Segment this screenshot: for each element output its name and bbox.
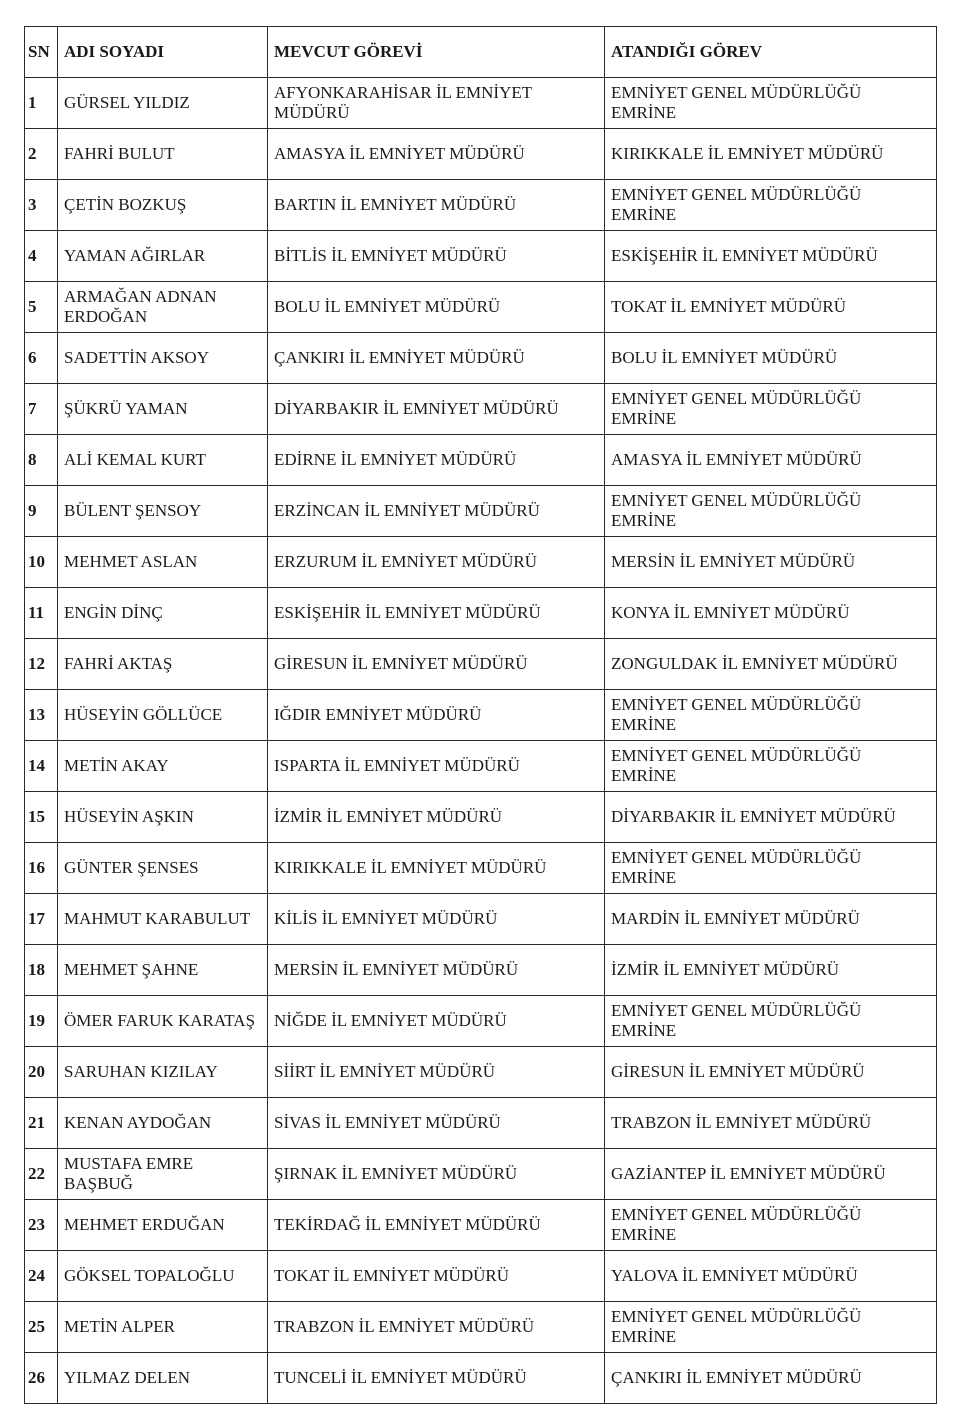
header-assigned-position: ATANDIĞI GÖREV [605,27,937,78]
cell-assigned-position: GİRESUN İL EMNİYET MÜDÜRÜ [605,1047,937,1098]
cell-sn: 9 [25,486,58,537]
cell-current-position: SİVAS İL EMNİYET MÜDÜRÜ [268,1098,605,1149]
cell-current-position: ERZİNCAN İL EMNİYET MÜDÜRÜ [268,486,605,537]
cell-sn: 19 [25,996,58,1047]
cell-name: MUSTAFA EMRE BAŞBUĞ [58,1149,268,1200]
table-body [25,78,937,1404]
cell-assigned-position: EMNİYET GENEL MÜDÜRLÜĞÜ EMRİNE [605,1302,937,1353]
table-row [25,129,937,180]
cell-name: METİN ALPER [58,1302,268,1353]
cell-current-position: SİİRT İL EMNİYET MÜDÜRÜ [268,1047,605,1098]
cell-assigned-position: EMNİYET GENEL MÜDÜRLÜĞÜ EMRİNE [605,180,937,231]
cell-current-position: AMASYA İL EMNİYET MÜDÜRÜ [268,129,605,180]
cell-assigned-position: AMASYA İL EMNİYET MÜDÜRÜ [605,435,937,486]
cell-current-position: AFYONKARAHİSAR İL EMNİYET MÜDÜRÜ [268,78,605,129]
cell-current-position: DİYARBAKIR İL EMNİYET MÜDÜRÜ [268,384,605,435]
cell-name: METİN AKAY [58,741,268,792]
cell-assigned-position: TOKAT İL EMNİYET MÜDÜRÜ [605,282,937,333]
cell-assigned-position: ESKİŞEHİR İL EMNİYET MÜDÜRÜ [605,231,937,282]
table-row [25,333,937,384]
cell-current-position: EDİRNE İL EMNİYET MÜDÜRÜ [268,435,605,486]
cell-name: GÜRSEL YILDIZ [58,78,268,129]
cell-sn: 21 [25,1098,58,1149]
cell-current-position: TOKAT İL EMNİYET MÜDÜRÜ [268,1251,605,1302]
cell-name: FAHRİ BULUT [58,129,268,180]
cell-current-position: BİTLİS İL EMNİYET MÜDÜRÜ [268,231,605,282]
cell-sn: 15 [25,792,58,843]
cell-sn: 4 [25,231,58,282]
cell-current-position: ŞIRNAK İL EMNİYET MÜDÜRÜ [268,1149,605,1200]
cell-sn: 17 [25,894,58,945]
cell-name: YAMAN AĞIRLAR [58,231,268,282]
table-row [25,588,937,639]
table-row [25,231,937,282]
cell-assigned-position: KONYA İL EMNİYET MÜDÜRÜ [605,588,937,639]
cell-current-position: TUNCELİ İL EMNİYET MÜDÜRÜ [268,1353,605,1404]
cell-sn: 11 [25,588,58,639]
table-row [25,1047,937,1098]
cell-assigned-position: EMNİYET GENEL MÜDÜRLÜĞÜ EMRİNE [605,741,937,792]
cell-current-position: BARTIN İL EMNİYET MÜDÜRÜ [268,180,605,231]
cell-name: ÇETİN BOZKUŞ [58,180,268,231]
cell-name: HÜSEYİN AŞKIN [58,792,268,843]
cell-sn: 14 [25,741,58,792]
cell-sn: 1 [25,78,58,129]
cell-assigned-position: EMNİYET GENEL MÜDÜRLÜĞÜ EMRİNE [605,843,937,894]
cell-name: ARMAĞAN ADNAN ERDOĞAN [58,282,268,333]
table-row [25,843,937,894]
cell-name: YILMAZ DELEN [58,1353,268,1404]
cell-name: BÜLENT ŞENSOY [58,486,268,537]
cell-name: MEHMET ŞAHNE [58,945,268,996]
cell-assigned-position: KIRIKKALE İL EMNİYET MÜDÜRÜ [605,129,937,180]
cell-assigned-position: İZMİR İL EMNİYET MÜDÜRÜ [605,945,937,996]
table-row [25,486,937,537]
cell-name: ALİ KEMAL KURT [58,435,268,486]
cell-name: ŞÜKRÜ YAMAN [58,384,268,435]
table-row [25,282,937,333]
cell-sn: 26 [25,1353,58,1404]
cell-name: HÜSEYİN GÖLLÜCE [58,690,268,741]
header-current-position: MEVCUT GÖREVİ [268,27,605,78]
cell-assigned-position: EMNİYET GENEL MÜDÜRLÜĞÜ EMRİNE [605,996,937,1047]
cell-current-position: ERZURUM İL EMNİYET MÜDÜRÜ [268,537,605,588]
cell-assigned-position: ZONGULDAK İL EMNİYET MÜDÜRÜ [605,639,937,690]
table-row [25,384,937,435]
table-header-row [25,27,937,78]
cell-current-position: MERSİN İL EMNİYET MÜDÜRÜ [268,945,605,996]
cell-sn: 18 [25,945,58,996]
cell-sn: 16 [25,843,58,894]
table-row [25,1251,937,1302]
cell-sn: 3 [25,180,58,231]
cell-sn: 7 [25,384,58,435]
table-row [25,690,937,741]
cell-name: GÜNTER ŞENSES [58,843,268,894]
table-row [25,894,937,945]
table-row [25,1302,937,1353]
table-row [25,945,937,996]
table-row [25,1200,937,1251]
cell-name: MEHMET ASLAN [58,537,268,588]
cell-assigned-position: DİYARBAKIR İL EMNİYET MÜDÜRÜ [605,792,937,843]
cell-current-position: TRABZON İL EMNİYET MÜDÜRÜ [268,1302,605,1353]
cell-sn: 24 [25,1251,58,1302]
cell-assigned-position: YALOVA İL EMNİYET MÜDÜRÜ [605,1251,937,1302]
cell-current-position: TEKİRDAĞ İL EMNİYET MÜDÜRÜ [268,1200,605,1251]
cell-name: SADETTİN AKSOY [58,333,268,384]
document-page [24,26,936,1404]
cell-current-position: GİRESUN İL EMNİYET MÜDÜRÜ [268,639,605,690]
cell-current-position: ISPARTA İL EMNİYET MÜDÜRÜ [268,741,605,792]
cell-sn: 13 [25,690,58,741]
table-row [25,78,937,129]
cell-sn: 12 [25,639,58,690]
cell-name: ÖMER FARUK KARATAŞ [58,996,268,1047]
cell-sn: 2 [25,129,58,180]
table-row [25,537,937,588]
cell-assigned-position: MERSİN İL EMNİYET MÜDÜRÜ [605,537,937,588]
cell-name: FAHRİ AKTAŞ [58,639,268,690]
table-row [25,435,937,486]
cell-name: KENAN AYDOĞAN [58,1098,268,1149]
cell-name: ENGİN DİNÇ [58,588,268,639]
cell-current-position: ÇANKIRI İL EMNİYET MÜDÜRÜ [268,333,605,384]
table-row [25,1353,937,1404]
cell-current-position: ESKİŞEHİR İL EMNİYET MÜDÜRÜ [268,588,605,639]
table-row [25,639,937,690]
cell-assigned-position: MARDİN İL EMNİYET MÜDÜRÜ [605,894,937,945]
cell-assigned-position: BOLU İL EMNİYET MÜDÜRÜ [605,333,937,384]
cell-current-position: BOLU İL EMNİYET MÜDÜRÜ [268,282,605,333]
header-name: ADI SOYADI [58,27,268,78]
cell-assigned-position: EMNİYET GENEL MÜDÜRLÜĞÜ EMRİNE [605,486,937,537]
table-row [25,1098,937,1149]
table-row [25,996,937,1047]
cell-sn: 6 [25,333,58,384]
table-row [25,1149,937,1200]
cell-name: MAHMUT KARABULUT [58,894,268,945]
cell-sn: 8 [25,435,58,486]
cell-name: MEHMET ERDUĞAN [58,1200,268,1251]
cell-sn: 23 [25,1200,58,1251]
cell-sn: 5 [25,282,58,333]
cell-current-position: KİLİS İL EMNİYET MÜDÜRÜ [268,894,605,945]
cell-assigned-position: EMNİYET GENEL MÜDÜRLÜĞÜ EMRİNE [605,78,937,129]
cell-assigned-position: EMNİYET GENEL MÜDÜRLÜĞÜ EMRİNE [605,1200,937,1251]
cell-current-position: IĞDIR EMNİYET MÜDÜRÜ [268,690,605,741]
table-row [25,792,937,843]
cell-sn: 20 [25,1047,58,1098]
cell-assigned-position: TRABZON İL EMNİYET MÜDÜRÜ [605,1098,937,1149]
appointments-table [24,26,937,1404]
cell-name: SARUHAN KIZILAY [58,1047,268,1098]
cell-assigned-position: EMNİYET GENEL MÜDÜRLÜĞÜ EMRİNE [605,384,937,435]
cell-current-position: NİĞDE İL EMNİYET MÜDÜRÜ [268,996,605,1047]
header-sn: SN [25,27,58,78]
cell-sn: 25 [25,1302,58,1353]
cell-current-position: İZMİR İL EMNİYET MÜDÜRÜ [268,792,605,843]
cell-assigned-position: EMNİYET GENEL MÜDÜRLÜĞÜ EMRİNE [605,690,937,741]
table-row [25,180,937,231]
cell-sn: 10 [25,537,58,588]
cell-sn: 22 [25,1149,58,1200]
cell-assigned-position: GAZİANTEP İL EMNİYET MÜDÜRÜ [605,1149,937,1200]
table-row [25,741,937,792]
cell-current-position: KIRIKKALE İL EMNİYET MÜDÜRÜ [268,843,605,894]
cell-name: GÖKSEL TOPALOĞLU [58,1251,268,1302]
cell-assigned-position: ÇANKIRI İL EMNİYET MÜDÜRÜ [605,1353,937,1404]
